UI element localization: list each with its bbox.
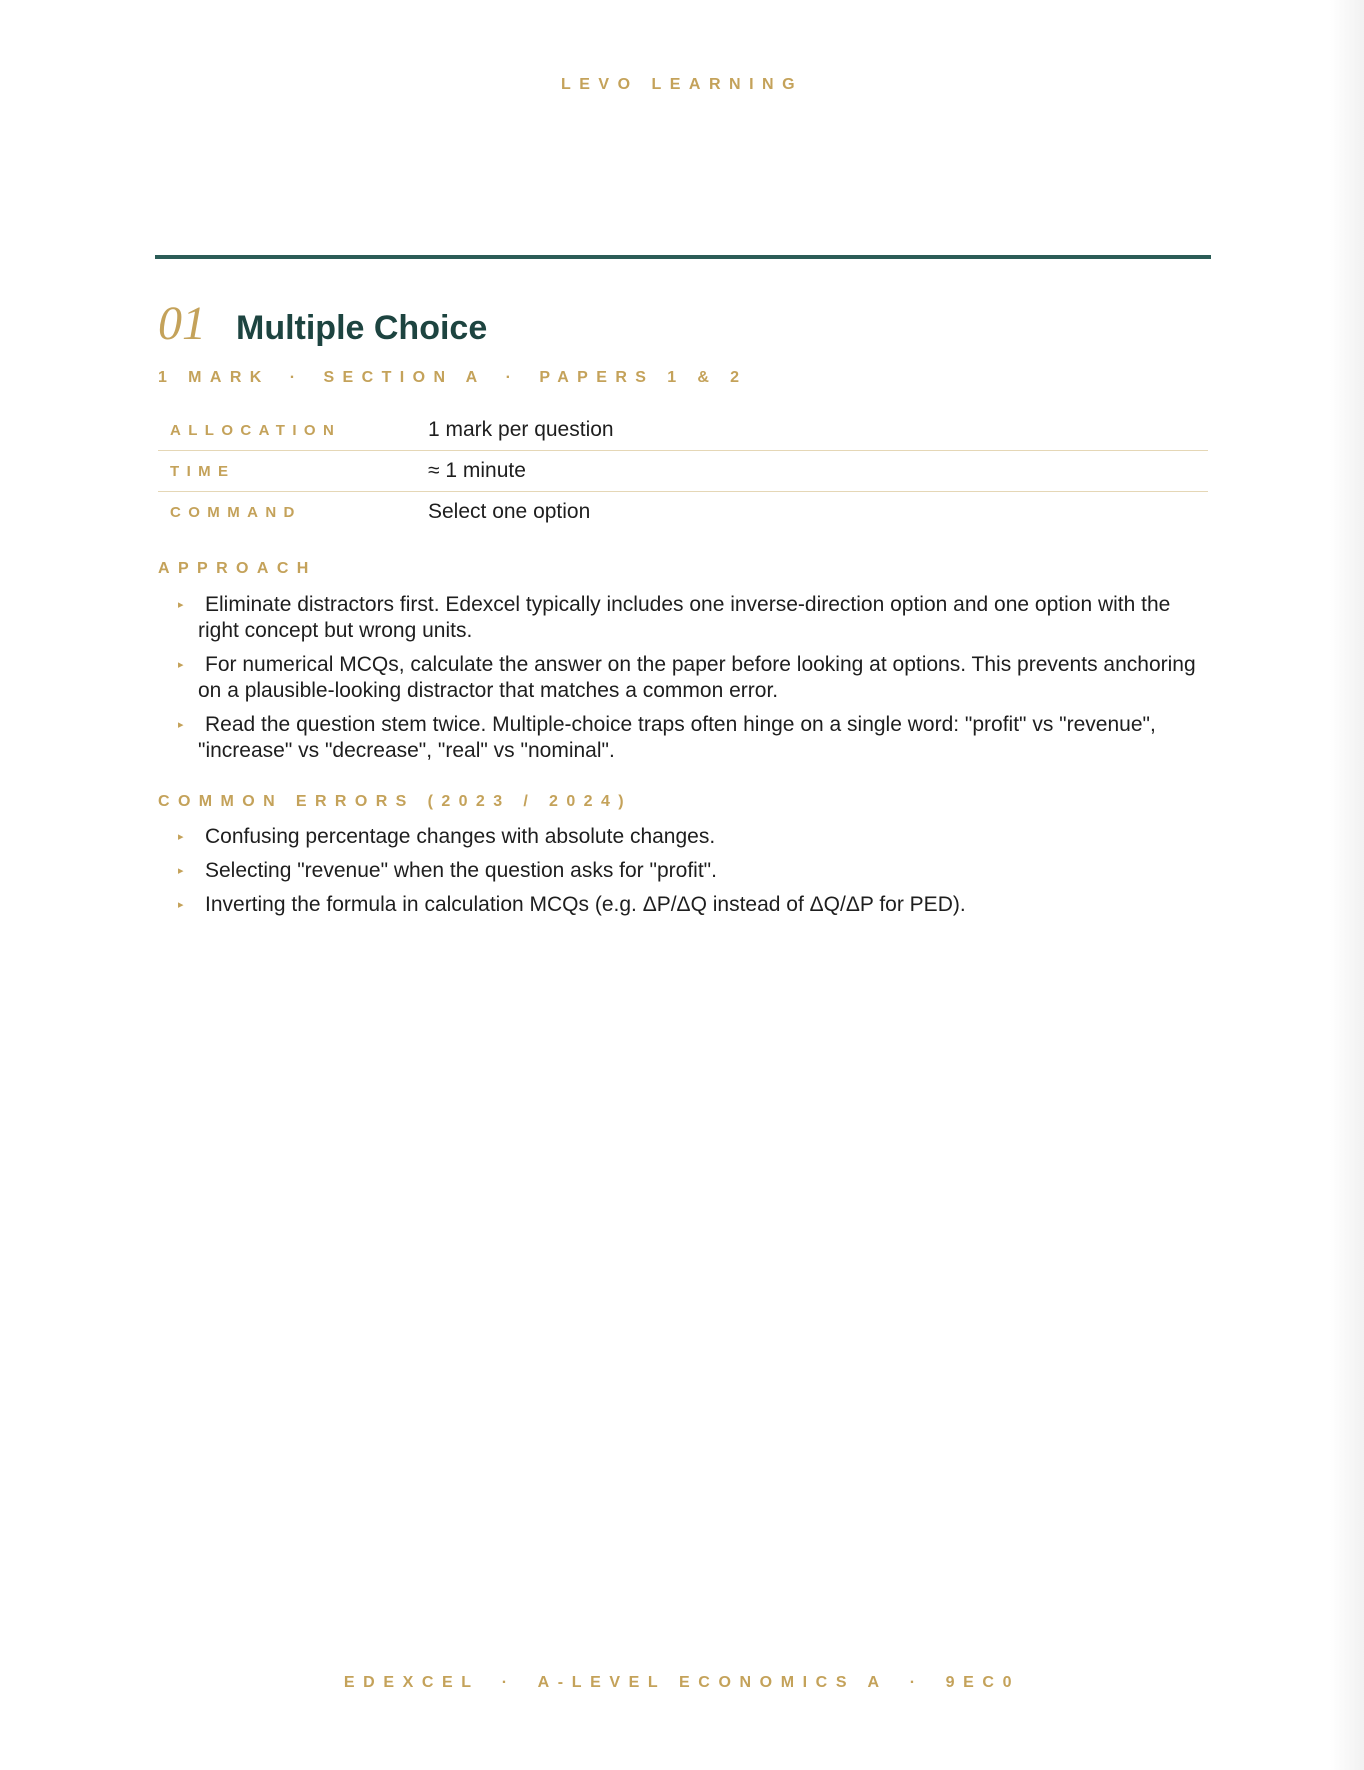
section-title [158, 297, 488, 350]
approach-heading: APPROACH [158, 560, 317, 577]
footer-separator: · [909, 1674, 924, 1691]
common-errors-heading: COMMON ERRORS (2023 / 2024) [158, 793, 632, 810]
subtitle-separator: · [505, 369, 520, 386]
meta-table [158, 410, 1208, 532]
header-brand: LEVO LEARNING [560, 76, 804, 93]
list-item-text: Read the question stem twice. Multiple-choice traps often hinge on a single word: "profit" vs "revenue", "increase" vs "decrease", "real" vs "nominal". [198, 713, 1156, 762]
meta-row-allocation [158, 410, 1208, 451]
triangle-bullet-icon: ▸ [178, 719, 184, 731]
meta-value: 1 mark per question [428, 418, 614, 441]
triangle-bullet-icon: ▸ [178, 659, 184, 671]
subtitle-papers: PAPERS 1 & 2 [539, 369, 748, 386]
triangle-bullet-icon: ▸ [178, 599, 184, 611]
meta-row-time [158, 451, 1208, 492]
triangle-bullet-icon: ▸ [178, 865, 184, 877]
subtitle-section: SECTION A [323, 369, 486, 386]
list-item-text: For numerical MCQs, calculate the answer on the paper before looking at options. This prevents anchoring on a plausible-looking distractor that matches a common error. [198, 653, 1196, 702]
list-item [178, 652, 1208, 704]
list-item [178, 592, 1208, 644]
list-item-text: Confusing percentage changes with absolute changes. [205, 825, 716, 848]
common-errors-list [178, 824, 1208, 926]
meta-label: ALLOCATION [170, 421, 342, 439]
section-divider [155, 255, 1211, 259]
section-subtitle [158, 369, 747, 387]
footer-separator: · [501, 1674, 516, 1691]
meta-value: ≈ 1 minute [428, 459, 526, 482]
approach-list [178, 592, 1208, 772]
footer-course: A-LEVEL ECONOMICS A [537, 1674, 888, 1691]
list-item-text: Inverting the formula in calculation MCQs (e.g. ΔP/ΔQ instead of ΔQ/ΔP for PED). [205, 893, 966, 916]
list-item-text: Selecting "revenue" when the question asks for "profit". [205, 859, 717, 882]
footer-code: 9EC0 [945, 1674, 1021, 1691]
meta-label: TIME [170, 462, 236, 480]
meta-row-command [158, 492, 1208, 532]
triangle-bullet-icon: ▸ [178, 899, 184, 911]
meta-label: COMMAND [170, 503, 302, 521]
list-item [178, 858, 1208, 884]
subtitle-separator: · [289, 369, 304, 386]
list-item [178, 824, 1208, 850]
section-heading: Multiple Choice [236, 309, 488, 347]
meta-value: Select one option [428, 500, 591, 523]
list-item-text: Eliminate distractors first. Edexcel typically includes one inverse-direction option and one option with the right concept but wrong units. [198, 593, 1171, 642]
list-item [178, 712, 1208, 764]
footer-board: EDEXCEL [343, 1674, 480, 1691]
subtitle-marks: 1 MARK [158, 369, 270, 386]
section-number: 01 [158, 297, 206, 350]
triangle-bullet-icon: ▸ [178, 831, 184, 843]
page-footer [0, 1674, 1364, 1692]
list-item [178, 892, 1208, 918]
